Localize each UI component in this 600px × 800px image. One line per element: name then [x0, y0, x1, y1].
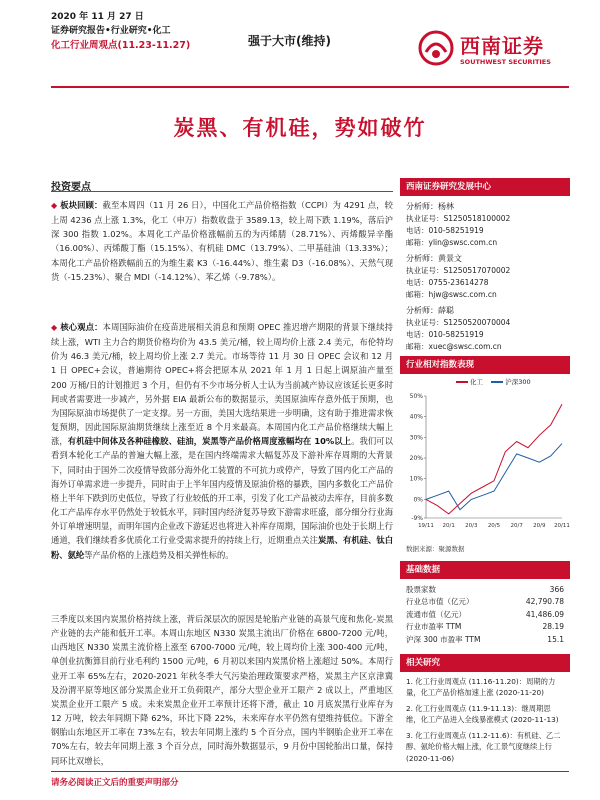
x-tick-label: 20/3 — [465, 523, 478, 529]
team-heading: 西南证券研究发展中心 — [400, 178, 570, 196]
chart-legend — [456, 377, 531, 386]
paragraph-text: 截至本周四（11 月 26 日），中国化工产品价格指数（CCPI）为 4291 点，较上周 4236 点上涨 1.3%，化工（申万）指数收盘于 3589.13，较上周下跌 1.19%，落后沪深 300 指数 1.02%。本周化工产品价格涨幅前五的为丙烯腈（28.71%）、丙烯酸异辛酯（16.00%）、丙烯酸丁酯（15.15%）、有机硅 DMC（13.79%）、二甲基硅油（13.33%）；本周化工产品价格跌幅前五的为维生素 K3（-16.44%）、维生素 D3（-16.08%）、天然气现货（-15.23%）、聚合 MDI（-14.12%）、苯乙烯（-9.78%）。 — [51, 200, 393, 282]
logo-name-en: SOUTHWEST SECURITIES — [460, 58, 551, 66]
related-report-link[interactable]: 3. 化工行业周观点 (11.2-11.6)：有机硅、乙二醇、氨纶价格大幅上涨，化工景气度继续上行 (2020-11-06) — [406, 730, 561, 763]
related-research-heading: 相关研究 — [400, 654, 570, 672]
disclaimer-note: 请务必阅读正文后的重要声明部分 — [51, 778, 179, 788]
analyst-list — [400, 196, 570, 353]
weekly-title: 化工行业周观点(11.23-11.27) — [51, 40, 191, 51]
logo-name-cn: 西南证券 — [460, 34, 544, 58]
analyst-card — [406, 200, 564, 249]
x-tick-label: 20/11 — [554, 523, 570, 529]
paragraph-lead: 板块回顾： — [60, 200, 103, 210]
analyst-name: 分析师：黄景文 — [406, 254, 462, 263]
y-tick-label: 10% — [409, 475, 423, 483]
paragraph-text: 本周国际油价在疫苗进展相关消息和预期 OPEC 推迟增产期限的背景下继续持续上涨，WTI 主力合约期货价格均价为 43.5 美元/桶，较上周均价上涨 2.4 美元，布伦特均价为 46.3 美元/桶，较上周均价上涨 2.7 美元。市场等待 11 月 30 日 OPEC 会议和 12 月 1 日 OPEC+会议，普遍期待 OPEC+将会把原本从 2021 年 1 月 1 日起上调原油产量至 200 万桶/日的计划推迟 3 个月，但仍有不少市场分析人士认为当前减产协议应该延长更多时间或者需要进一步减产，另外据 EIA 最新公布的数据显示，美国原油库存意外低于预期，也为国际原油市场提供了一定支撑。另一方面，美国大选结果进一步明确，这有助于推进需求恢复预期，因此国际原油期货继续上涨至近 8 个月来最高。本周国内化工产品价格继续大幅上涨， — [51, 322, 393, 447]
table-row — [400, 596, 570, 609]
header-meta — [51, 10, 190, 54]
analyst-card — [406, 252, 564, 301]
basic-data-table — [400, 583, 570, 646]
analyst-cert: 执业证号：S1250520070004 — [406, 318, 511, 327]
paragraph-highlight: 有机硅中间体及各种硅橡胶、硅油，炭黑等产品价格周度涨幅均在 10%以上 — [67, 436, 352, 447]
data-value: 28.19 — [542, 622, 564, 632]
chart-heading: 行业相对指数表现 — [400, 356, 570, 374]
y-tick-label: -9% — [411, 515, 423, 522]
chart-plot — [400, 388, 570, 538]
paragraph-text: 等产品价格的上涨趋势及相关弹性标的。 — [84, 549, 234, 560]
y-tick-label: 0% — [413, 496, 423, 504]
y-tick-label: 40% — [409, 413, 423, 421]
footer-divider — [51, 771, 569, 772]
paragraph-lead: 核心观点： — [60, 322, 103, 332]
related-research-list — [400, 672, 570, 765]
report-header — [0, 0, 600, 92]
analyst-phone: 电话：010-58251919 — [406, 226, 484, 235]
data-key: 流通市值（亿元） — [406, 609, 466, 619]
analyst-cert: 执业证号：S1250517070002 — [406, 266, 511, 275]
sector-review-paragraph — [51, 198, 393, 314]
core-view-paragraph — [51, 320, 393, 606]
analyst-email[interactable]: 邮箱：xuec@swsc.com.cn — [406, 342, 502, 351]
table-row — [400, 608, 570, 621]
analyst-name: 分析师：薛聪 — [406, 306, 454, 315]
report-title: 炭黑、有机硅，势如破竹 — [173, 116, 427, 140]
legend-label: 化工 — [470, 378, 483, 386]
relative-index-chart — [400, 374, 570, 542]
basic-data-heading: 基础数据 — [400, 561, 570, 579]
analyst-email[interactable]: 邮箱：ylin@swsc.com.cn — [406, 238, 498, 247]
paragraph-highlight: 炭黑、有机硅、钛白粉、氨纶 — [51, 535, 393, 560]
analyst-phone: 电话：010-58251919 — [406, 330, 484, 339]
x-tick-label: 20/1 — [442, 523, 455, 529]
y-tick-label: 30% — [409, 434, 423, 442]
section-heading: 投资要点 — [51, 178, 393, 192]
related-report-link[interactable]: 1. 化工行业周观点 (11.16-11.20)：周期的力量，化工产品价格加速上涨 (2020-11-20) — [406, 676, 556, 697]
data-value: 42,790.78 — [525, 597, 564, 607]
paragraph-text: 。我们可以看到本轮化工产品的普遍大幅上涨，是在国内终端需求大幅复苏及下游补库存周期的大背景下，同时由于国外二次疫情导致部分海外化工装置的不可抗力或停产，导致了国内化工产品的海外订单需求进一步提升，同时由于上半年国内疫情及原油价格的暴跌，国内多数化工产品价格上半年下跌到历史低位，导致了行业较低的开工率，引发了化工产品被动去库存，目前多数化工产品库存水平仍然处于较低水平，同时国内经济复苏导致下游需求旺盛，部分细分行业海外订单增速明显，而明年国内企业改下游延迟也将进入补库存周期，国际油价也处于长期上行通道，我们继续看多优质化工行业受需求提升的持续上行，近期重点关注 — [51, 436, 393, 546]
series-line — [426, 444, 562, 510]
legend-swatch-chem — [456, 381, 468, 383]
analyst-name: 分析师：杨林 — [406, 202, 454, 211]
analyst-cert: 执业证号：S1250518100002 — [406, 214, 511, 223]
legend-label: 沪深300 — [505, 378, 531, 386]
header-divider — [51, 86, 569, 88]
chart-source: 数据来源：聚源数据 — [406, 545, 465, 553]
x-tick-label: 20/7 — [510, 523, 523, 529]
analyst-phone: 电话：0755-23614278 — [406, 278, 489, 287]
bullet-icon: ◆ — [51, 201, 58, 210]
company-logo — [418, 28, 568, 78]
sidebar — [400, 178, 570, 768]
carbon-black-paragraph: 三季度以来国内炭黑价格持续上涨，背后深层次的原因是轮胎产业链的高景气度和焦化-炭黑产业链的去产能和低开工率。本周山东地区 N330 炭黑主流出厂价格在 6800-7200 元/吨，山西地区 N330 炭黑主流价格上涨至 6700-7000 元/吨，较上周均价上涨 300-400 元/吨，单创业抗衡算目前行业毛利约 1500 元/吨，6 月初以来国内炭黑价格上涨超过 50%。本周行业开工率 65%左右，2020-2021 年秋冬季大气污染治理政策要求严格，炭黑主产区京津冀及汾渭平原等地区部分炭黑企业开工负荷限产，部分大型企业开工限产 2 成以上，严重地区炭黑企业开工限产 5 成。未来炭黑企业开工率预计还将下滑，截止 10 月底炭黑行业库存为 12 万吨，较去年同期下降 62%，环比下降 22%，未来库存水平仍然有望维持低位。下游全钢胎山东地区开工率在 73%左右，较去年同期上涨约 5 个百分点，国内半钢胎企业开工率在 70%左右，较去年同期上涨 3 个百分点，同时海外数据显示，9 月份中国轮胎出口量，保持同环比双增长， — [51, 614, 393, 766]
y-tick-label: 50% — [409, 393, 423, 400]
data-value: 15.1 — [547, 634, 564, 644]
x-tick-label: 20/5 — [487, 523, 501, 529]
data-key: 行业总市值（亿元） — [406, 597, 474, 607]
related-report-link[interactable]: 2. 化工行业周观点 (11.9-11.13)：继周期思维，化工产品进入全线暴涨模式 (2020-11-13) — [406, 703, 559, 724]
bullet-icon: ◆ — [51, 323, 58, 332]
analyst-card — [406, 304, 564, 353]
data-value: 366 — [549, 584, 564, 594]
x-tick-label: 20/9 — [533, 523, 546, 529]
report-date: 2020 年 11 月 27 日 — [51, 12, 144, 22]
x-tick-label: 19/11 — [418, 523, 434, 529]
series-line — [426, 404, 562, 514]
table-row — [400, 621, 570, 634]
report-type: 证券研究报告•行业研究•化工 — [51, 26, 171, 36]
data-value: 41,486.09 — [525, 609, 564, 619]
table-row — [400, 583, 570, 596]
y-tick-label: 20% — [409, 455, 423, 463]
data-key: 股票家数 — [406, 584, 436, 594]
analyst-email[interactable]: 邮箱：hjw@swsc.com.cn — [406, 290, 497, 299]
investment-highlights — [51, 178, 393, 772]
legend-swatch-hs300 — [491, 381, 503, 383]
table-row — [400, 633, 570, 646]
logo-mark-icon — [418, 30, 454, 66]
data-key: 行业市盈率 TTM — [406, 622, 462, 632]
industry-rating: 强于大市(维持) — [248, 34, 331, 48]
data-key: 沪深 300 市盈率 TTM — [406, 634, 481, 644]
